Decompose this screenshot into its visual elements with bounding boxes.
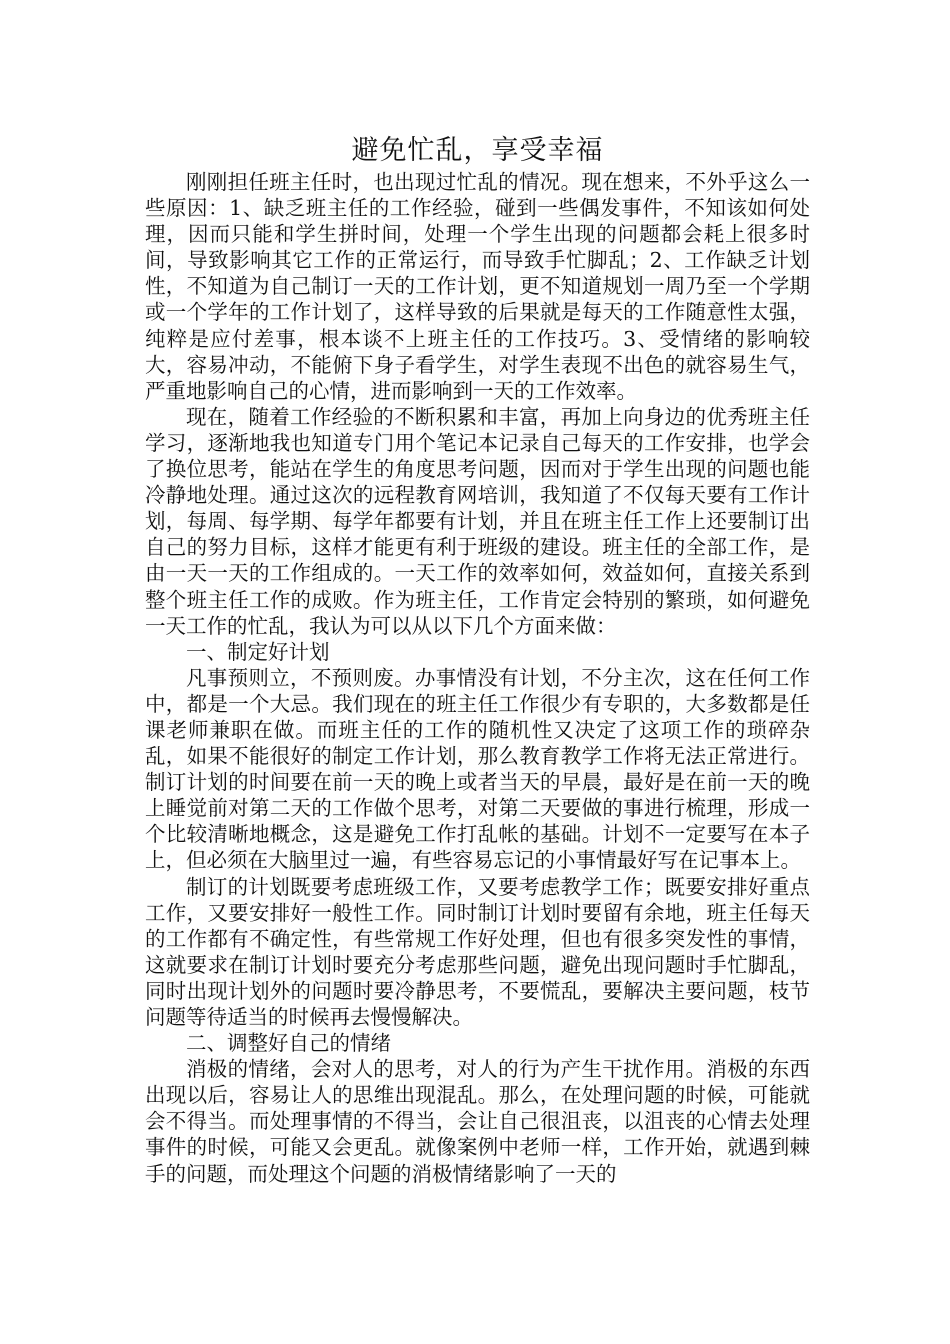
section-heading: 一、制定好计划 (186, 639, 330, 664)
document-title: 避免忙乱，享受幸福 (351, 135, 604, 166)
body-paragraph: 消极的情绪，会对人的思考，对人的行为产生干扰作用。消极的东西出现以后，容易让人的思维出现混乱。那么，在处理问题的时候，可能就会不得当。而处理事情的不得当，会让自己很沮丧，以沮丧的心情去处理事件的时候，可能又会更乱。就像案例中老师一样，工作开始，就遇到棘手的问题，而处理这个问题的消极情绪影响了一天的 (145, 1057, 810, 1186)
document-page (145, 133, 810, 1187)
section-heading: 二、调整好自己的情绪 (186, 1031, 391, 1056)
body-paragraph: 刚刚担任班主任时，也出现过忙乱的情况。现在想来，不外乎这么一些原因：1、缺乏班主任的工作经验，碰到一些偶发事件，不知该如何处理，因而只能和学生拼时间，处理一个学生出现的问题都会耗上很多时间，导致影响其它工作的正常运行，而导致手忙脚乱；2、工作缺乏计划性，不知道为自己制订一天的工作计划，更不知道规划一周乃至一个学期或一个学年的工作计划了，这样导致的后果就是每天的工作随意性太强，纯粹是应付差事，根本谈不上班主任的工作技巧。3、受情绪的影响较大，容易冲动，不能俯下身子看学生，对学生表现不出色的就容易生气，严重地影响自己的心情，进而影响到一天的工作效率。 (145, 170, 810, 403)
body-paragraph: 制订的计划既要考虑班级工作，又要考虑教学工作；既要安排好重点工作，又要安排好一般性工作。同时制订计划时要留有余地，班主任每天的工作都有不确定性，有些常规工作好处理，但也有很多突发性的事情，这就要求在制订计划时要充分考虑那些问题，避免出现问题时手忙脚乱，同时出现计划外的问题时要冷静思考，不要慌乱，要解决主要问题，枝节问题等待适当的时候再去慢慢解决。 (145, 874, 810, 1029)
body-paragraph: 凡事预则立，不预则废。办事情没有计划，不分主次，这在任何工作中，都是一个大忌。我们现在的班主任工作很少有专职的，大多数都是任课老师兼职在做。而班主任的工作的随机性又决定了这项工作的琐碎杂乱，如果不能很好的制定工作计划，那么教育教学工作将无法正常进行。制订计划的时间要在前一天的晚上或者当天的早晨，最好是在前一天的晚上睡觉前对第二天的工作做个思考，对第二天要做的事进行梳理，形成一个比较清晰地概念，这是避免工作打乱帐的基础。计划不一定要写在本子上，但必须在大脑里过一遍，有些容易忘记的小事情最好写在记事本上。 (145, 665, 810, 873)
body-paragraph: 现在，随着工作经验的不断积累和丰富，再加上向身边的优秀班主任学习，逐渐地我也知道专门用个笔记本记录自己每天的工作安排，也学会了换位思考，能站在学生的角度思考问题，因而对于学生出现的问题也能冷静地处理。通过这次的远程教育网培训，我知道了不仅每天要有工作计划，每周、每学期、每学年都要有计划，并且在班主任工作上还要制订出自己的努力目标，这样才能更有利于班级的建设。班主任的全部工作，是由一天一天的工作组成的。一天工作的效率如何，效益如何，直接关系到整个班主任工作的成败。作为班主任，工作肯定会特别的繁琐，如何避免一天工作的忙乱，我认为可以从以下几个方面来做： (145, 404, 810, 638)
